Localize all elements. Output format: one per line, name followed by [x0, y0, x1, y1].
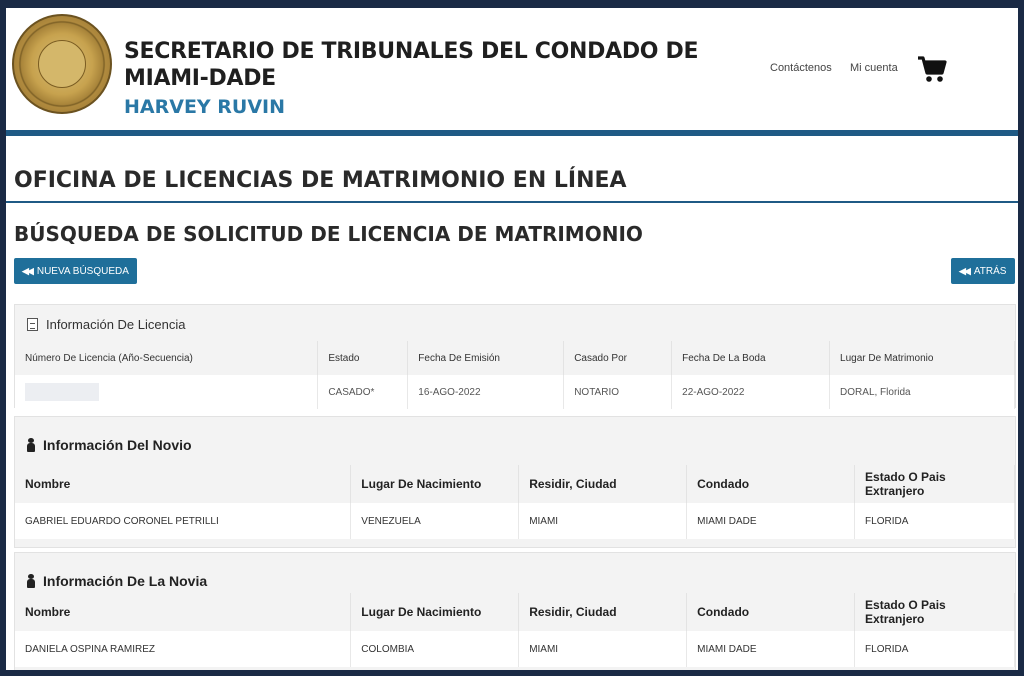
person-icon: [27, 574, 35, 588]
table-row: [15, 375, 1015, 409]
wedding-date-cell: 22-AGO-2022: [672, 375, 830, 409]
groom-panel-title: [27, 437, 192, 453]
col-county: Condado: [687, 593, 855, 631]
bride-table: [15, 593, 1015, 667]
col-license-number: Número De Licencia (Año-Secuencia): [15, 341, 318, 375]
table-header-row: [15, 465, 1015, 503]
license-info-panel: [14, 304, 1016, 408]
header-divider: [6, 130, 1018, 136]
col-name: Nombre: [15, 593, 351, 631]
person-icon: [27, 438, 35, 452]
table-row: [15, 503, 1015, 539]
col-place: Lugar De Matrimonio: [830, 341, 1015, 375]
shopping-cart-icon[interactable]: [916, 54, 948, 84]
back-button[interactable]: [951, 258, 1015, 284]
license-panel-title: [27, 317, 185, 332]
col-married-by: Casado Por: [564, 341, 672, 375]
groom-county-cell: MIAMI DADE: [687, 503, 855, 539]
col-name: Nombre: [15, 465, 351, 503]
col-state: Estado O Pais Extranjero: [855, 465, 1015, 503]
double-chevron-left-icon: ◀◀: [22, 265, 32, 276]
search-heading: BÚSQUEDA DE SOLICITUD DE LICENCIA DE MATRIMONIO: [14, 222, 643, 246]
groom-name-cell: GABRIEL EDUARDO CORONEL PETRILLI: [15, 503, 351, 539]
back-label: ATRÁS: [973, 265, 1007, 277]
place-cell: [830, 375, 1015, 409]
county-seal-icon[interactable]: [12, 14, 112, 114]
bride-panel-title-text: Información De La Novia: [43, 573, 208, 589]
groom-table: [15, 465, 1015, 539]
bride-state-cell: FLORIDA: [855, 631, 1015, 667]
site-header: [6, 8, 1018, 130]
double-chevron-left-icon: ◀◀: [959, 265, 969, 276]
table-header-row: [15, 341, 1015, 375]
bride-county-cell: MIAMI DADE: [687, 631, 855, 667]
col-state: Estado O Pais Extranjero: [855, 593, 1015, 631]
document-icon: [27, 318, 38, 331]
place-text: DORAL, Florida: [840, 386, 911, 398]
license-panel-title-text: Información De Licencia: [46, 317, 186, 332]
site-title: SECRETARIO DE TRIBUNALES DEL CONDADO DE MIAMI-DADE: [124, 39, 699, 91]
table-row: [15, 631, 1015, 667]
redacted-block: [25, 383, 99, 401]
groom-info-panel: [14, 416, 1016, 548]
bride-info-panel: [14, 552, 1016, 670]
col-wedding-date: Fecha De La Boda: [672, 341, 830, 375]
col-status: Estado: [318, 341, 408, 375]
groom-birthplace-cell: VENEZUELA: [351, 503, 519, 539]
browser-page: [6, 8, 1018, 670]
bride-name-cell: DANIELA OSPINA RAMIREZ: [15, 631, 351, 667]
table-header-row: [15, 593, 1015, 631]
groom-city-cell: MIAMI: [519, 503, 687, 539]
bride-birthplace-cell: COLOMBIA: [351, 631, 519, 667]
license-number-cell: [15, 375, 318, 409]
seal-center: [38, 40, 86, 88]
col-city: Residir, Ciudad: [519, 465, 687, 503]
site-subtitle: HARVEY RUVIN: [124, 96, 286, 118]
account-link[interactable]: Mi cuenta: [850, 62, 898, 74]
col-issue-date: Fecha De Emisión: [408, 341, 564, 375]
bride-panel-title: [27, 573, 207, 589]
heading-divider: [6, 201, 1018, 203]
groom-panel-title-text: Información Del Novio: [43, 437, 192, 453]
groom-state-cell: FLORIDA: [855, 503, 1015, 539]
license-table: [15, 341, 1015, 409]
col-birthplace: Lugar De Nacimiento: [351, 465, 519, 503]
new-search-button[interactable]: [14, 258, 137, 284]
contact-link[interactable]: Contáctenos: [770, 62, 832, 74]
col-city: Residir, Ciudad: [519, 593, 687, 631]
office-heading: OFICINA DE LICENCIAS DE MATRIMONIO EN LÍNEA: [14, 168, 627, 193]
col-birthplace: Lugar De Nacimiento: [351, 593, 519, 631]
bride-city-cell: MIAMI: [519, 631, 687, 667]
status-cell: CASADO*: [318, 375, 408, 409]
married-by-cell: NOTARIO: [564, 375, 672, 409]
col-county: Condado: [687, 465, 855, 503]
issue-date-cell: 16-AGO-2022: [408, 375, 564, 409]
new-search-label: NUEVA BÚSQUEDA: [36, 265, 129, 277]
